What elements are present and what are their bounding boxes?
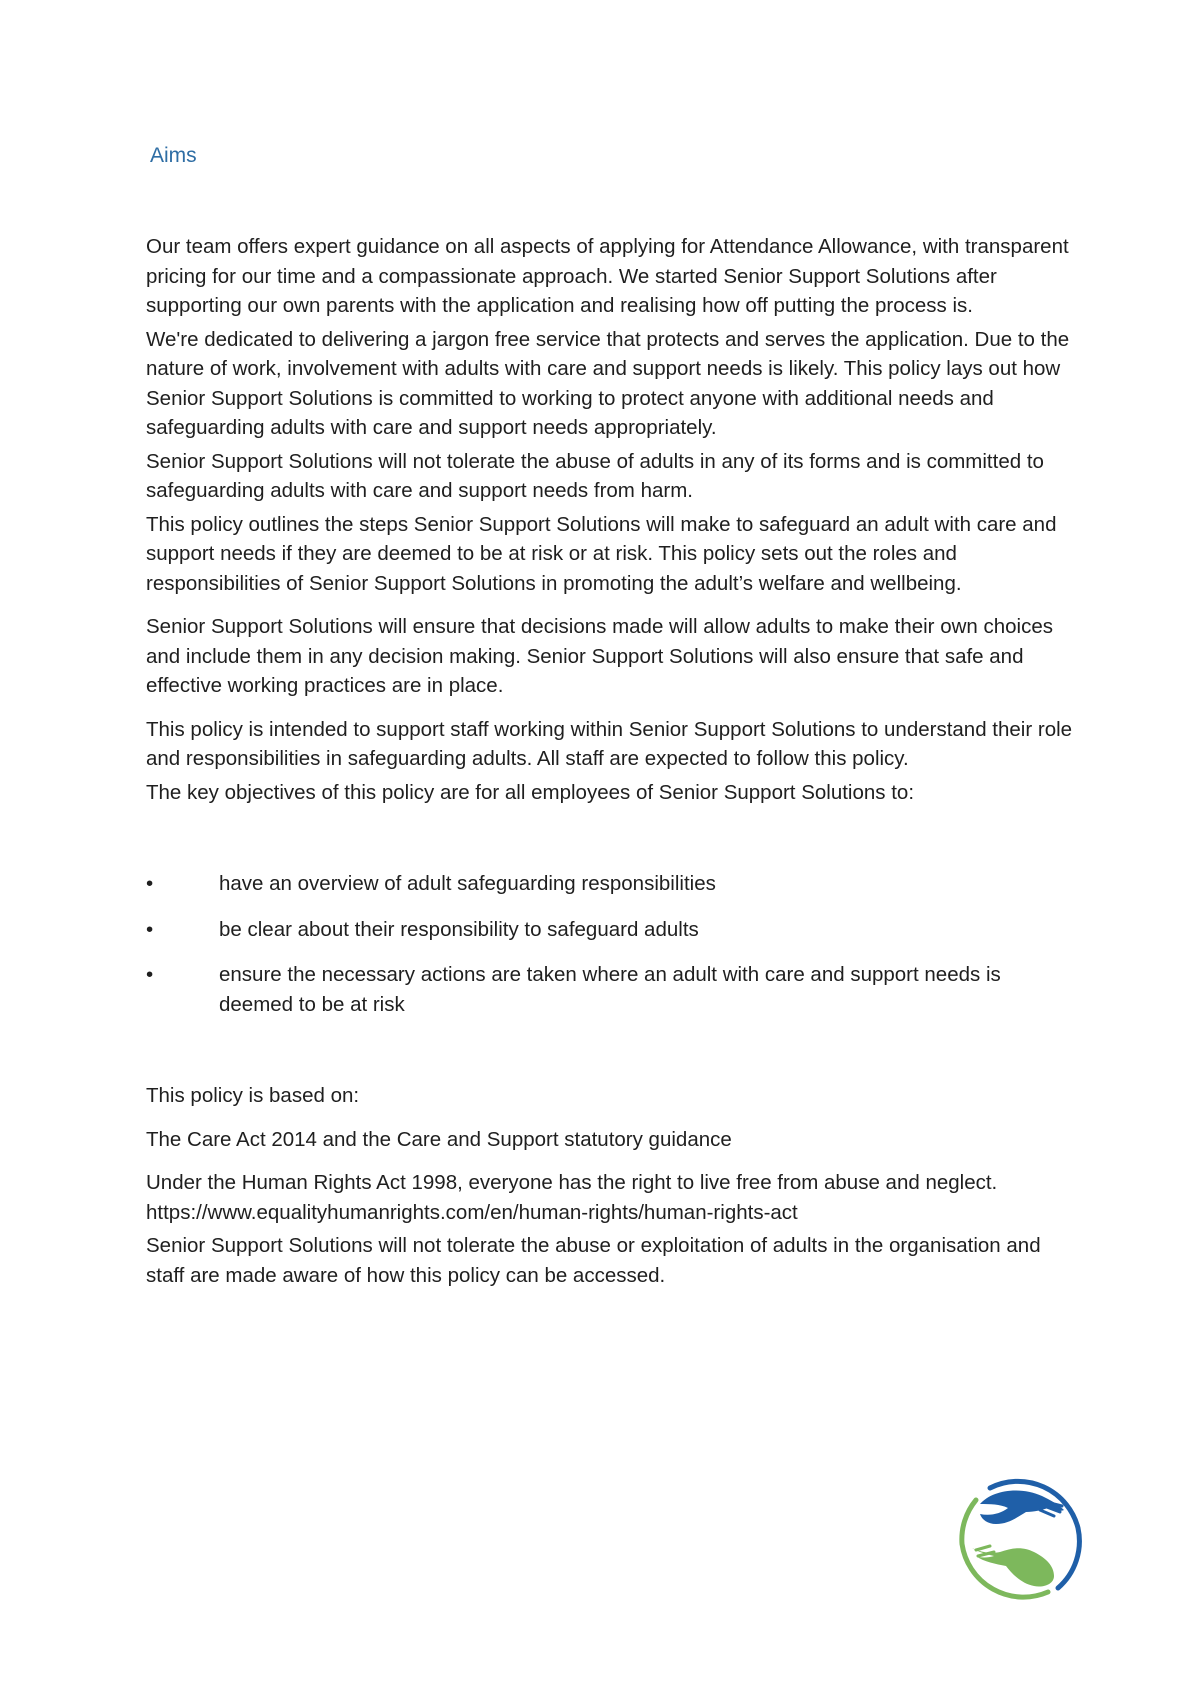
bullet-icon: • xyxy=(146,917,154,941)
paragraph-intro: Our team offers expert guidance on all aspects of applying for Attendance Allowance, with transparent pricing for our time and a compassionate approach. We started Senior Support Solutions after supporting our own parents with the application and realising how off putting the process is. xyxy=(146,235,1069,317)
hands-logo-icon xyxy=(950,1466,1090,1606)
bullet-icon: • xyxy=(146,872,154,895)
objective-text: be clear about their responsibility to safeguard adults xyxy=(219,917,699,941)
paragraph-decisions: Senior Support Solutions will ensure that decisions made will allow adults to make their own choices and include them in any decision making. Senior Support Solutions will also ensure that safe and effective working practices are in place. xyxy=(146,615,1054,697)
objective-text: have an overview of adult safeguarding responsibilities xyxy=(219,872,716,895)
document-body xyxy=(146,232,1076,1290)
policy-basis-human-rights: Under the Human Rights Act 1998, everyone has the right to live free from abuse and neglect. xyxy=(146,1171,998,1194)
list-item xyxy=(146,869,1076,899)
paragraph-key-objectives: The key objectives of this policy are for all employees of Senior Support Solutions to: xyxy=(146,780,915,804)
paragraph-dedication: We're dedicated to delivering a jargon free service that protects and serves the application. Due to the nature of work, involvement with adults with care and support needs is likely. This policy lays out how Senior Support Solutions is committed to working to protect anyone with additional needs and safeguarding adults with care and support needs appropriately. xyxy=(146,327,1070,439)
list-item xyxy=(146,960,1076,1019)
objective-text: ensure the necessary actions are taken where an adult with care and support needs is deemed to be at risk xyxy=(219,963,1001,1016)
policy-basis-intro: This policy is based on: xyxy=(146,1084,360,1107)
policy-basis-care-act: The Care Act 2014 and the Care and Support statutory guidance xyxy=(146,1127,732,1151)
human-rights-link[interactable]: https://www.equalityhumanrights.com/en/human-rights/human-rights-act xyxy=(146,1200,798,1224)
section-heading: Aims xyxy=(150,144,197,167)
objectives-list xyxy=(146,869,1076,1019)
paragraph-staff-support: This policy is intended to support staff working within Senior Support Solutions to understand their role and responsibilities in safeguarding adults. All staff are expected to follow this policy. xyxy=(146,717,1073,770)
paragraph-no-tolerance: Senior Support Solutions will not tolerate the abuse of adults in any of its forms and is committed to safeguarding adults with care and support needs from harm. xyxy=(146,449,1044,502)
list-item xyxy=(146,915,1076,945)
paragraph-policy-steps: This policy outlines the steps Senior Support Solutions will make to safeguard an adult with care and support needs if they are deemed to be at risk or at risk. This policy sets out the roles and responsibilities of Senior Support Solutions in promoting the adult’s welfare and wellbeing. xyxy=(146,512,1057,595)
bullet-icon: • xyxy=(146,963,154,986)
paragraph-closing: Senior Support Solutions will not tolerate the abuse or exploitation of adults in the organisation and staff are made aware of how this policy can be accessed. xyxy=(146,1234,1041,1287)
